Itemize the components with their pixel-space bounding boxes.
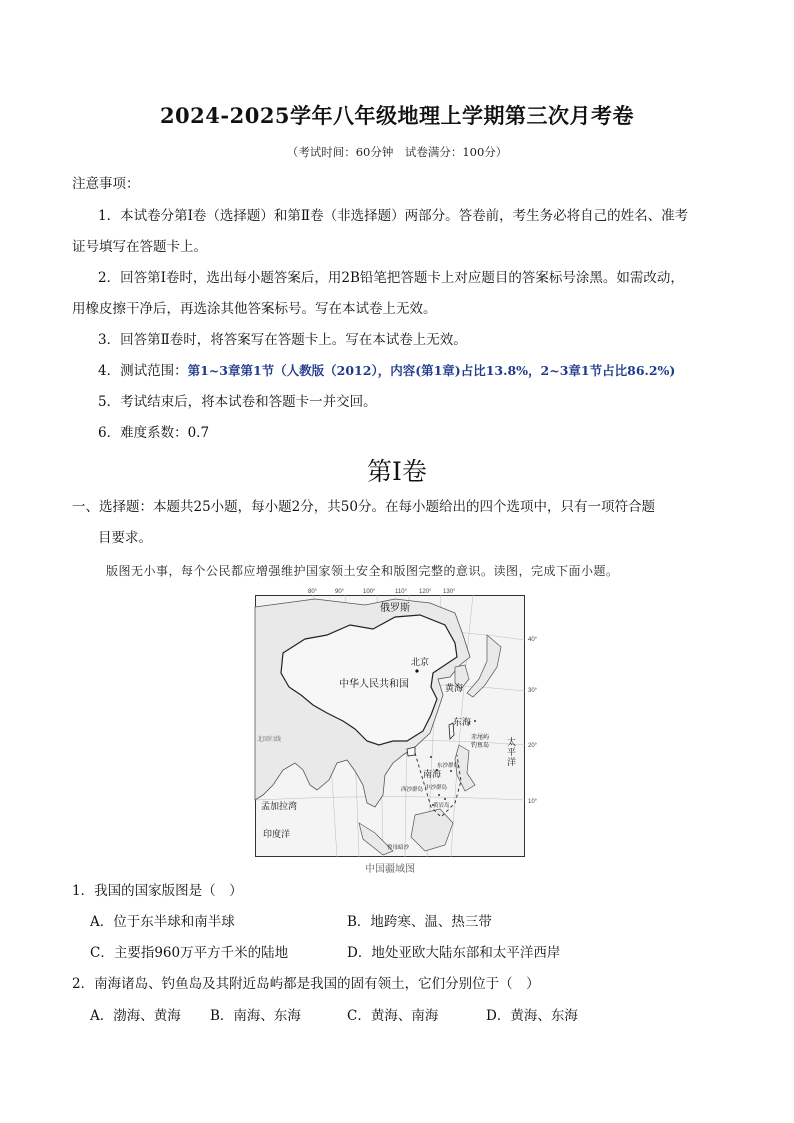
label-indian-ocean: 印度洋 xyxy=(263,830,291,840)
lon-label: 80° xyxy=(308,589,318,595)
lat-label: 40° xyxy=(528,637,538,643)
beijing-dot xyxy=(415,669,418,672)
label-pacific: 平 xyxy=(507,748,517,758)
note-1-line1: 1．本试卷分第Ⅰ卷（选择题）和第Ⅱ卷（非选择题）两部分。答卷前，考生务必将自己的姓名、准考 xyxy=(98,208,689,224)
question-2-stem: 2．南海诸岛、钓鱼岛及其附近岛屿都是我国的固有领土，它们分别位于（ ） xyxy=(72,976,540,992)
exam-info: （考试时间：60分钟 试卷满分：100分） xyxy=(286,145,508,159)
question-1-option-a[interactable]: A．位于东半球和南半球 xyxy=(90,914,235,930)
material-text: 版图无小事，每个公民都应增强维护国家领土安全和版图完整的意识。读图，完成下面小题。 xyxy=(106,564,619,578)
map-caption: 中国疆域图 xyxy=(365,864,415,875)
lat-label: 20° xyxy=(528,743,538,749)
question-1-stem: 1．我国的国家版图是（ ） xyxy=(72,883,243,899)
note-2-line1: 2．回答第Ⅰ卷时，选出每小题答案后，用2B铅笔把答题卡上对应题目的答案标号涂黑。如需改动， xyxy=(98,270,684,286)
label-south-sea: 南海 xyxy=(423,770,442,780)
section-title: 第Ⅰ卷 xyxy=(367,457,427,486)
note-5: 5．考试结束后，将本试卷和答题卡一并交回。 xyxy=(98,394,377,410)
label-russia: 俄罗斯 xyxy=(380,603,410,614)
label-east-sea: 东海 xyxy=(453,718,472,728)
label-huangyan: 黄岩岛 xyxy=(433,803,450,809)
label-tropic: 北回归线 xyxy=(257,736,282,743)
note-3: 3．回答第Ⅱ卷时，将答案写在答题卡上。写在本试卷上无效。 xyxy=(98,332,467,348)
label-chiwei: 赤尾屿 xyxy=(471,734,490,741)
note-4 xyxy=(98,361,675,381)
question-1-option-b[interactable]: B．地跨寒、温、热三带 xyxy=(347,914,492,930)
lon-label: 110° xyxy=(395,589,407,595)
label-prc: 中华人民共和国 xyxy=(339,679,409,690)
lat-label: 10° xyxy=(528,799,538,805)
question-2-option-b[interactable]: B．南海、东海 xyxy=(210,1008,301,1024)
hainan xyxy=(407,747,415,756)
china-territory-map xyxy=(255,589,538,857)
label-yellow-sea: 黄海 xyxy=(445,684,464,694)
label-zhongsha: 中沙群岛 xyxy=(425,785,448,791)
label-pacific: 洋 xyxy=(507,758,517,768)
section-intro-line1: 一、选择题：本题共25小题，每小题2分，共50分。在每小题给出的四个选项中，只有一项符合题 xyxy=(72,499,655,515)
label-beijing: 北京 xyxy=(411,658,430,668)
label-zengmu: 曾母暗沙 xyxy=(387,845,410,851)
question-2-option-d[interactable]: D．黄海、东海 xyxy=(486,1008,578,1024)
label-dongsha: 东沙群岛 xyxy=(437,763,460,769)
lon-label: 130° xyxy=(443,589,456,595)
note-4-prefix: 4．测试范围： xyxy=(98,363,188,379)
label-diaoyu: 钓鱼岛 xyxy=(471,742,490,749)
question-1-option-d[interactable]: D．地处亚欧大陆东部和太平洋西岸 xyxy=(347,945,561,961)
lon-label: 90° xyxy=(335,589,345,595)
label-pacific: 太 xyxy=(507,738,517,748)
question-1-option-c[interactable]: C．主要指960万平方千米的陆地 xyxy=(90,945,289,961)
note-2-line2: 用橡皮擦干净后，再选涂其他答案标号。写在本试卷上无效。 xyxy=(72,301,437,317)
note-1-line2: 证号填写在答题卡上。 xyxy=(72,239,207,255)
notes-label: 注意事项： xyxy=(72,176,140,192)
lon-label: 120° xyxy=(419,589,432,595)
test-scope: 第1~3章第1节（人教版（2012），内容(第1章)占比13.8%，2~3章1节占比86.2%) xyxy=(187,363,676,378)
note-6: 6．难度系数：0.7 xyxy=(98,425,210,441)
section-intro-line2: 目要求。 xyxy=(98,530,152,546)
lat-label: 30° xyxy=(528,688,538,694)
label-xisha: 西沙群岛 xyxy=(401,787,424,793)
page-title: 2024-2025学年八年级地理上学期第三次月考卷 xyxy=(159,103,635,128)
question-2-option-a[interactable]: A．渤海、黄海 xyxy=(90,1008,181,1024)
lon-label: 100° xyxy=(363,589,376,595)
question-2-option-c[interactable]: C．黄海、南海 xyxy=(347,1008,439,1024)
label-bengal: 孟加拉湾 xyxy=(261,802,298,812)
